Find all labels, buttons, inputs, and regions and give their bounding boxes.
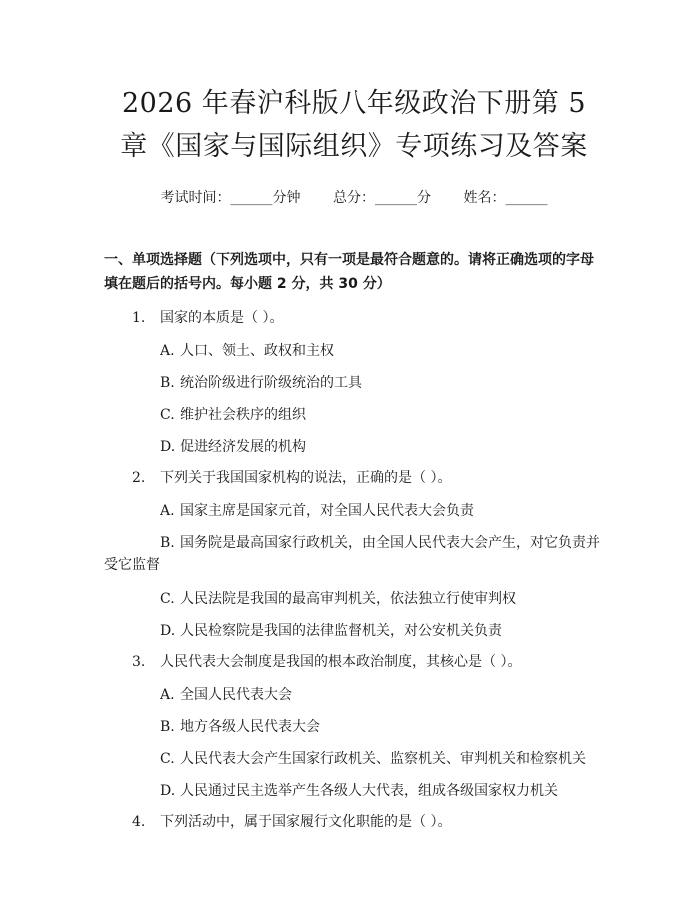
option-d	[104, 436, 604, 458]
exam-time: 考试时间：______分钟	[160, 190, 301, 206]
option-letter: D.	[160, 439, 176, 455]
option-text: 促进经济发展的机构	[180, 439, 306, 455]
option-letter: B.	[160, 719, 175, 735]
option-letter: B.	[160, 535, 175, 551]
option-b	[104, 372, 604, 394]
option-letter: A.	[160, 503, 175, 519]
option-text: 国家主席是国家元首，对全国人民代表大会负责	[180, 503, 474, 519]
option-c	[104, 404, 604, 426]
option-letter: A.	[160, 687, 175, 703]
question-2	[104, 468, 604, 642]
option-letter: C.	[160, 751, 175, 767]
question-text: 下列活动中，属于国家履行文化职能的是（ ）。	[160, 814, 452, 830]
option-text: 统治阶级进行阶级统治的工具	[180, 375, 362, 391]
option-text: 全国人民代表大会	[180, 687, 292, 703]
exam-meta	[104, 188, 604, 208]
option-letter: D.	[160, 783, 176, 799]
document-title: 2026 年春沪科版八年级政治下册第 5 章《国家与国际组织》专项练习及答案	[120, 88, 588, 162]
option-d	[104, 620, 604, 642]
question-1	[104, 308, 604, 458]
option-letter: D.	[160, 623, 176, 639]
option-text: 人口、领土、政权和主权	[180, 343, 334, 359]
option-text: 人民通过民主选举产生各级人大代表，组成各级国家权力机关	[180, 783, 558, 799]
question-stem	[104, 468, 604, 488]
question-4	[104, 812, 604, 832]
question-number: 2.	[132, 470, 146, 486]
question-stem	[104, 308, 604, 328]
exam-score: 总分：______分	[333, 190, 431, 206]
question-text: 人民代表大会制度是我国的根本政治制度，其核心是（ ）。	[160, 654, 522, 670]
option-b	[104, 532, 604, 576]
option-text: 地方各级人民代表大会	[180, 719, 320, 735]
question-list	[104, 308, 604, 832]
option-a	[104, 500, 604, 522]
option-letter: B.	[160, 375, 175, 391]
option-letter: A.	[160, 343, 175, 359]
option-text: 国务院是最高国家行政机关，由全国人民代表大会产生，对它负责并受它监督	[104, 535, 600, 573]
section-heading: 一、单项选择题（下列选项中，只有一项是最符合题意的。请将正确选项的字母填在题后的括号内。每小题 2 分，共 30 分）	[104, 252, 594, 292]
option-text: 人民法院是我国的最高审判机关，依法独立行使审判权	[180, 591, 516, 607]
option-letter: C.	[160, 407, 175, 423]
option-text: 人民检察院是我国的法律监督机关，对公安机关负责	[180, 623, 502, 639]
option-letter: C.	[160, 591, 175, 607]
question-number: 3.	[132, 654, 146, 670]
option-text: 人民代表大会产生国家行政机关、监察机关、审判机关和检察机关	[180, 751, 586, 767]
option-a	[104, 340, 604, 362]
option-b	[104, 716, 604, 738]
option-d	[104, 780, 604, 802]
option-text: 维护社会秩序的组织	[180, 407, 306, 423]
question-3	[104, 652, 604, 802]
question-text: 下列关于我国国家机构的说法，正确的是（ ）。	[160, 470, 452, 486]
option-c	[104, 588, 604, 610]
question-stem	[104, 812, 604, 832]
exam-name: 姓名：______	[463, 190, 548, 206]
option-a	[104, 684, 604, 706]
question-stem	[104, 652, 604, 672]
question-text: 国家的本质是（ ）。	[160, 310, 284, 326]
option-c	[104, 748, 604, 770]
question-number: 1.	[132, 310, 146, 326]
question-number: 4.	[132, 814, 146, 830]
